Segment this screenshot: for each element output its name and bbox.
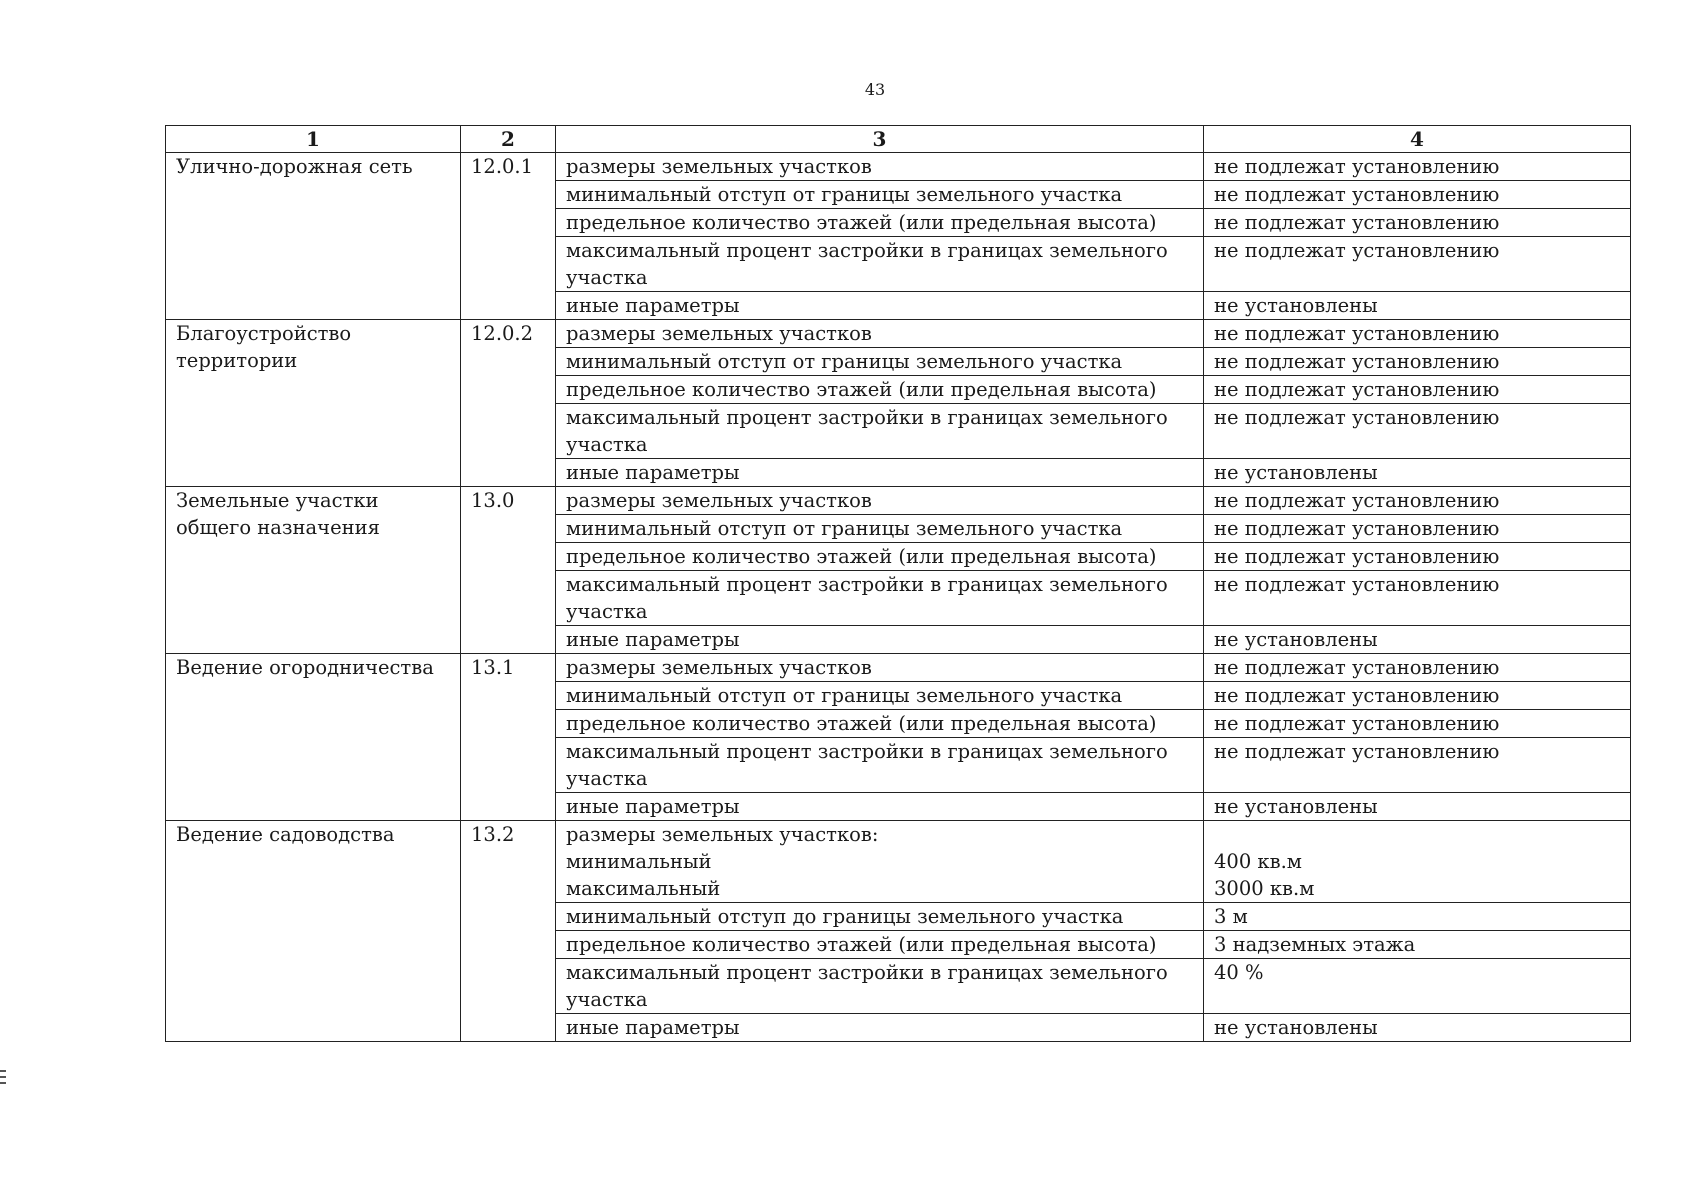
parameter-value: не подлежат установлению (1204, 487, 1631, 515)
land-use-name: Благоустройство территории (166, 320, 461, 487)
table-row (166, 320, 1631, 348)
parameter-value: 40 % (1204, 959, 1631, 1014)
parameter-value: не установлены (1204, 292, 1631, 320)
parameter-name: максимальный процент застройки в границах земельного участка (556, 571, 1204, 626)
parameter-value: не подлежат установлению (1204, 543, 1631, 571)
table-body (166, 153, 1631, 1042)
parameter-value: не подлежат установлению (1204, 181, 1631, 209)
parameter-name: предельное количество этажей (или предельная высота) (556, 931, 1204, 959)
parameter-name: размеры земельных участков (556, 153, 1204, 181)
parameter-value: не подлежат установлению (1204, 571, 1631, 626)
parameter-name-plot-size (556, 821, 1204, 903)
land-use-code: 13.0 (461, 487, 556, 654)
parameter-name: максимальный процент застройки в границах земельного участка (556, 237, 1204, 292)
land-use-name: Земельные участки общего назначения (166, 487, 461, 654)
parameter-value: не подлежат установлению (1204, 710, 1631, 738)
header-cell-1: 1 (166, 126, 461, 153)
regulations-table (165, 125, 1631, 1042)
parameter-name: максимальный процент застройки в границах земельного участка (556, 959, 1204, 1014)
table-row (166, 654, 1631, 682)
parameter-name: максимальный процент застройки в границах земельного участка (556, 404, 1204, 459)
spacer (1214, 821, 1620, 848)
table-row (166, 153, 1631, 181)
parameter-value: не подлежат установлению (1204, 153, 1631, 181)
parameter-value: не подлежат установлению (1204, 209, 1631, 237)
parameter-name: иные параметры (556, 1014, 1204, 1042)
parameter-name: иные параметры (556, 626, 1204, 654)
parameter-name: размеры земельных участков (556, 487, 1204, 515)
land-use-code: 13.1 (461, 654, 556, 821)
parameter-name: предельное количество этажей (или предельная высота) (556, 710, 1204, 738)
land-use-code: 12.0.2 (461, 320, 556, 487)
header-row (166, 126, 1631, 153)
plot-size-min-label: минимальный (566, 850, 712, 873)
parameter-value: не установлены (1204, 626, 1631, 654)
parameter-name: минимальный отступ от границы земельного участка (556, 515, 1204, 543)
header-cell-4: 4 (1204, 126, 1631, 153)
land-use-name: Ведение садоводства (166, 821, 461, 1042)
land-use-name: Улично-дорожная сеть (166, 153, 461, 320)
parameter-value: 3 надземных этажа (1204, 931, 1631, 959)
parameter-name: размеры земельных участков (556, 320, 1204, 348)
plot-size-label: размеры земельных участков: (566, 823, 879, 846)
parameter-name: минимальный отступ от границы земельного участка (556, 181, 1204, 209)
parameter-value: не подлежат установлению (1204, 376, 1631, 404)
parameter-value: не установлены (1204, 459, 1631, 487)
parameter-value: не подлежат установлению (1204, 682, 1631, 710)
parameter-name: максимальный процент застройки в границах земельного участка (556, 738, 1204, 793)
plot-size-max-value: 3000 кв.м (1214, 877, 1315, 900)
parameter-value: не подлежат установлению (1204, 320, 1631, 348)
scan-marks (0, 1070, 8, 1088)
parameter-name: предельное количество этажей (или предельная высота) (556, 209, 1204, 237)
parameter-value: 3 м (1204, 903, 1631, 931)
parameter-name: иные параметры (556, 459, 1204, 487)
parameter-name: минимальный отступ от границы земельного участка (556, 348, 1204, 376)
parameter-name: минимальный отступ до границы земельного участка (556, 903, 1204, 931)
parameter-value: не подлежат установлению (1204, 348, 1631, 376)
page-number: 43 (864, 80, 886, 99)
header-cell-2: 2 (461, 126, 556, 153)
land-use-code: 13.2 (461, 821, 556, 1042)
parameter-name: минимальный отступ от границы земельного участка (556, 682, 1204, 710)
parameter-name: иные параметры (556, 793, 1204, 821)
plot-size-max-label: максимальный (566, 877, 721, 900)
land-use-name: Ведение огородничества (166, 654, 461, 821)
header-cell-3: 3 (556, 126, 1204, 153)
scan-mark (0, 1070, 6, 1072)
parameter-value: не подлежат установлению (1204, 738, 1631, 793)
parameter-name: иные параметры (556, 292, 1204, 320)
parameter-value: не установлены (1204, 793, 1631, 821)
table-row (166, 487, 1631, 515)
scan-mark (0, 1076, 6, 1078)
parameter-value: не подлежат установлению (1204, 654, 1631, 682)
plot-size-min-value: 400 кв.м (1214, 850, 1302, 873)
scan-mark (0, 1082, 6, 1084)
parameter-value: не установлены (1204, 1014, 1631, 1042)
parameter-value: не подлежат установлению (1204, 515, 1631, 543)
land-use-code: 12.0.1 (461, 153, 556, 320)
parameter-value: не подлежат установлению (1204, 237, 1631, 292)
parameter-name: размеры земельных участков (556, 654, 1204, 682)
parameter-name: предельное количество этажей (или предельная высота) (556, 543, 1204, 571)
parameter-value-plot-size (1204, 821, 1631, 903)
table-row (166, 821, 1631, 903)
parameter-name: предельное количество этажей (или предельная высота) (556, 376, 1204, 404)
parameter-value: не подлежат установлению (1204, 404, 1631, 459)
